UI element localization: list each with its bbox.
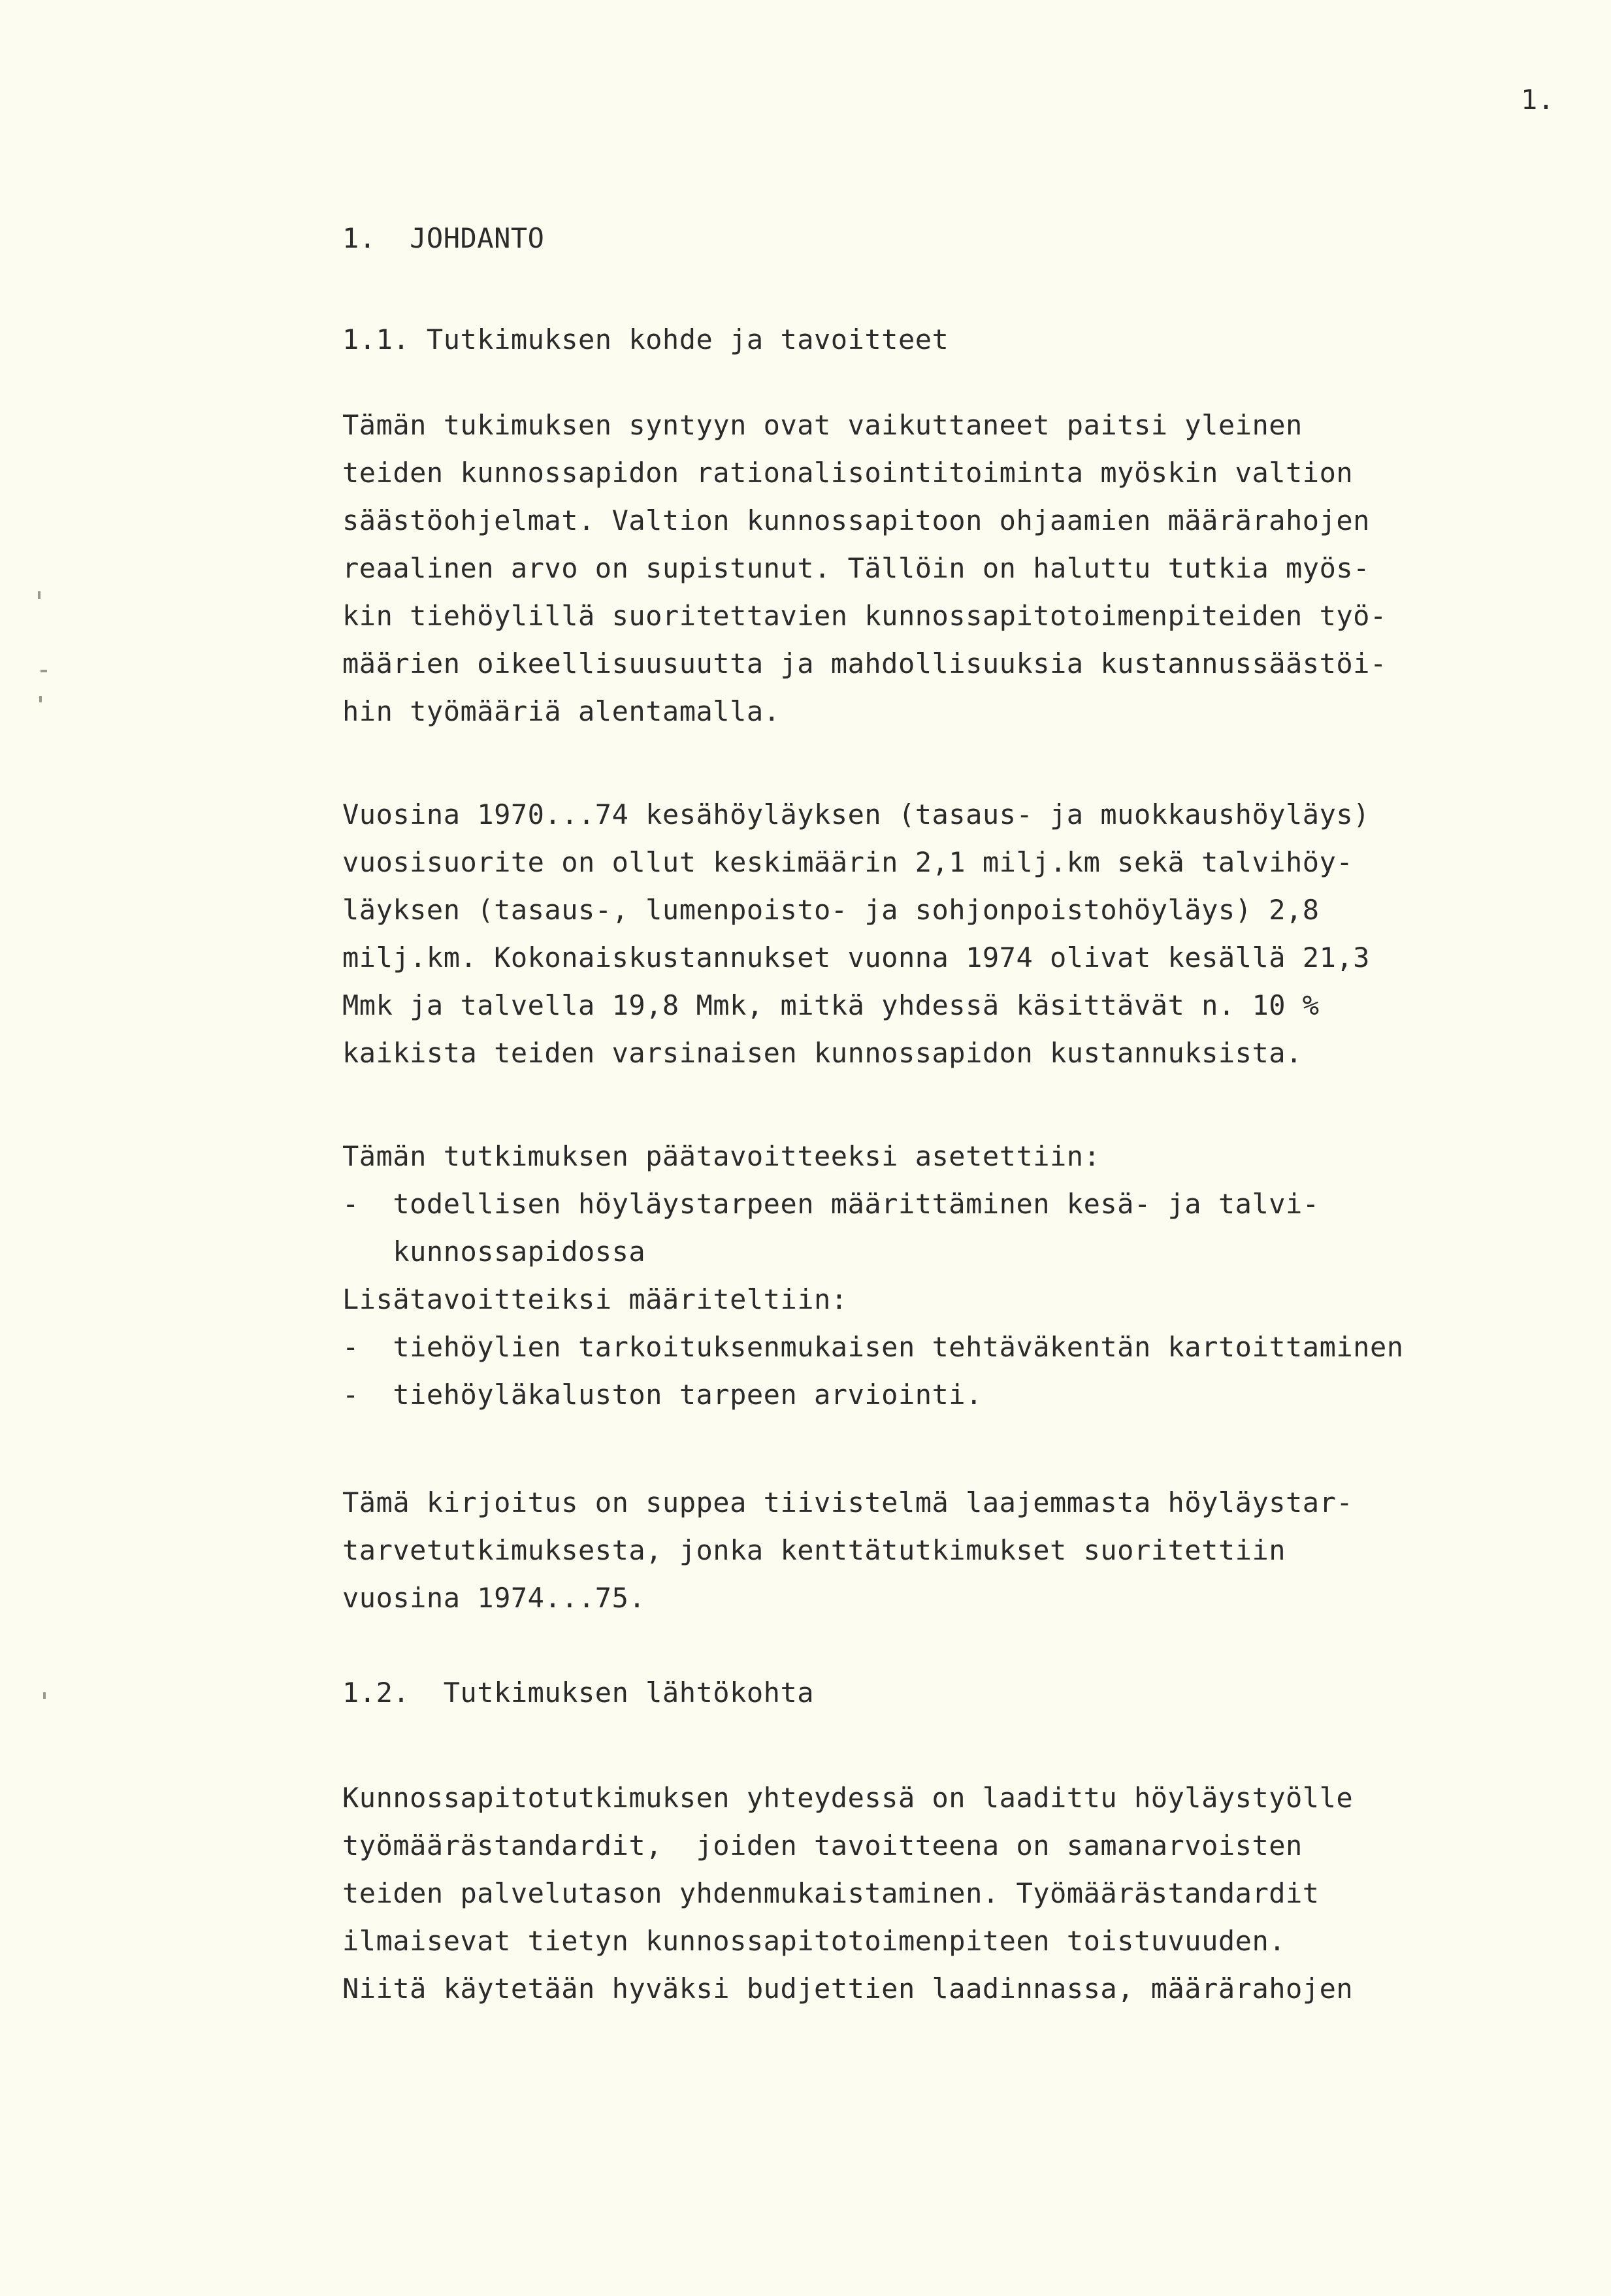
paragraph-line: Tämän tukimuksen syntyyn ovat vaikuttaneet paitsi yleinen xyxy=(342,409,1303,441)
paragraph-line: Tämän tutkimuksen päätavoitteeksi asetettiin: xyxy=(342,1140,1101,1172)
paragraph-line: työmäärästandardit, joiden tavoitteena on samanarvoisten xyxy=(342,1829,1303,1861)
paragraph-2 xyxy=(342,791,1584,1077)
bullet-item-continuation: kunnossapidossa xyxy=(342,1236,646,1268)
margin-mark xyxy=(41,670,47,672)
subsection-heading-1-2: 1.2. Tutkimuksen lähtökohta xyxy=(342,1677,815,1709)
section-heading-johdanto: 1. JOHDANTO xyxy=(342,222,545,254)
paragraph-line: määrien oikeellisuusuutta ja mahdollisuuksia kustannussäästöi- xyxy=(342,648,1387,680)
paragraph-line: reaalinen arvo on supistunut. Tällöin on haluttu tutkia myös- xyxy=(342,552,1370,584)
paragraph-4 xyxy=(342,1479,1584,1622)
paragraph-3 xyxy=(342,1132,1584,1419)
paragraph-line: läyksen (tasaus-, lumenpoisto- ja sohjonpoistohöyläys) 2,8 xyxy=(342,894,1320,926)
bullet-item: - tiehöyläkaluston tarpeen arviointi. xyxy=(342,1379,983,1411)
paragraph-line: Vuosina 1970...74 kesähöyläyksen (tasaus- ja muokkaushöyläys) xyxy=(342,798,1370,830)
paragraph-line: Mmk ja talvella 19,8 Mmk, mitkä yhdessä käsittävät n. 10 % xyxy=(342,989,1320,1021)
paragraph-line: teiden palvelutason yhdenmukaistaminen. Työmäärästandardit xyxy=(342,1877,1320,1909)
paragraph-line: kaikista teiden varsinaisen kunnossapidon kustannuksista. xyxy=(342,1037,1303,1069)
paragraph-line: teiden kunnossapidon rationalisointitoiminta myöskin valtion xyxy=(342,457,1354,489)
bullet-item: - todellisen höyläystarpeen määrittäminen kesä- ja talvi- xyxy=(342,1188,1320,1220)
paragraph-line: ilmaisevat tietyn kunnossapitotoimenpiteen toistuvuuden. xyxy=(342,1925,1286,1957)
paragraph-line: Lisätavoitteiksi määriteltiin: xyxy=(342,1283,848,1315)
subsection-heading-1-1: 1.1. Tutkimuksen kohde ja tavoitteet xyxy=(342,323,949,355)
page-number: 1. xyxy=(1521,84,1555,116)
paragraph-5 xyxy=(342,1774,1584,2012)
margin-mark xyxy=(38,591,41,599)
paragraph-line: tarvetutkimuksesta, jonka kenttätutkimukset suoritettiin xyxy=(342,1534,1286,1566)
paragraph-1 xyxy=(342,401,1584,735)
paragraph-line: vuosina 1974...75. xyxy=(342,1582,646,1614)
paragraph-line: kin tiehöylillä suoritettavien kunnossapitotoimenpiteiden työ- xyxy=(342,600,1387,632)
paragraph-line: vuosisuorite on ollut keskimäärin 2,1 milj.km sekä talvihöy- xyxy=(342,846,1354,878)
paragraph-line: Kunnossapitotutkimuksen yhteydessä on laadittu höyläystyölle xyxy=(342,1782,1354,1814)
paragraph-line: Niitä käytetään hyväksi budjettien laadinnassa, määrärahojen xyxy=(342,1973,1354,2005)
paragraph-line: säästöohjelmat. Valtion kunnossapitoon ohjaamien määrärahojen xyxy=(342,504,1370,536)
paragraph-line: milj.km. Kokonaiskustannukset vuonna 1974 olivat kesällä 21,3 xyxy=(342,942,1370,974)
paragraph-line: hin työmääriä alentamalla. xyxy=(342,695,781,727)
paragraph-line: Tämä kirjoitus on suppea tiivistelmä laajemmasta höyläystar- xyxy=(342,1486,1354,1518)
margin-mark xyxy=(39,696,42,702)
margin-mark xyxy=(43,1692,46,1699)
bullet-item: - tiehöylien tarkoituksenmukaisen tehtäväkentän kartoittaminen xyxy=(342,1331,1404,1363)
